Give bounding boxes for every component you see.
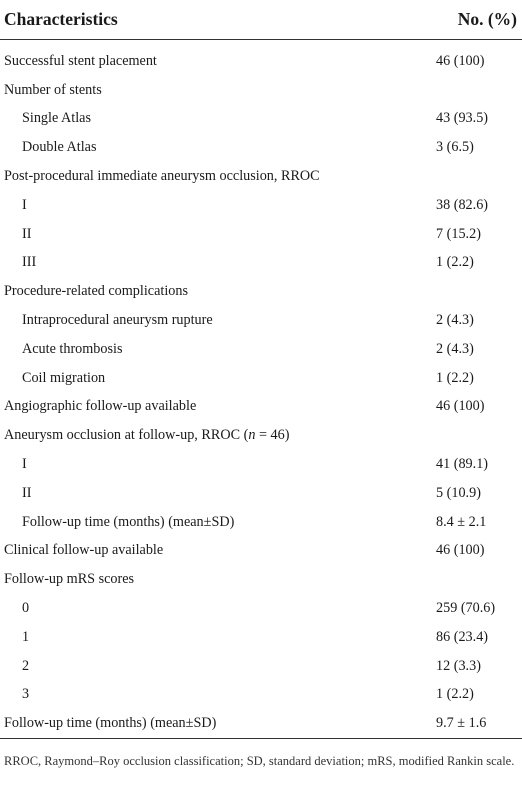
table-row <box>0 191 522 220</box>
row-label: 3 <box>22 686 30 703</box>
table-row <box>0 537 522 566</box>
row-label: Angiographic follow-up available <box>4 398 197 415</box>
table-row <box>0 393 522 422</box>
row-value: 1 (2.2) <box>436 686 474 703</box>
row-value: 41 (89.1) <box>436 456 489 473</box>
header-characteristics: Characteristics <box>4 9 118 29</box>
row-value: 46 (100) <box>436 542 485 559</box>
table-row <box>0 76 522 105</box>
table-body <box>0 40 522 739</box>
row-label: Number of stents <box>4 81 102 98</box>
row-value: 5 (10.9) <box>436 484 481 501</box>
row-value: 1 (2.2) <box>436 254 474 271</box>
row-value: 8.4 ± 2.1 <box>436 513 487 530</box>
row-label: I <box>22 196 27 213</box>
row-label: I <box>22 456 27 473</box>
header-count-percent: No. (%) <box>457 9 517 29</box>
row-value: 1 (2.2) <box>436 369 474 386</box>
table-row <box>0 594 522 623</box>
table-row <box>0 47 522 76</box>
row-value: 46 (100) <box>436 52 485 69</box>
table-row <box>0 681 522 710</box>
row-label: Procedure-related complications <box>4 283 188 300</box>
row-label: Post-procedural immediate aneurysm occlusion, RROC <box>4 168 320 185</box>
table-row <box>0 162 522 191</box>
table-row <box>0 652 522 681</box>
table-row <box>0 249 522 278</box>
row-label: Clinical follow-up available <box>4 542 164 559</box>
row-label: Coil migration <box>22 369 106 386</box>
table-row <box>0 364 522 393</box>
row-label: Acute thrombosis <box>22 340 123 357</box>
table-header <box>0 0 522 40</box>
row-value: 43 (93.5) <box>436 110 489 127</box>
row-value: 259 (70.6) <box>436 600 496 617</box>
table-footnote: RROC, Raymond–Roy occlusion classification; SD, standard deviation; mRS, modified Rankin scale. <box>4 754 515 769</box>
table-row <box>0 623 522 652</box>
row-label: Successful stent placement <box>4 52 157 69</box>
table-row <box>0 421 522 450</box>
row-label: Aneurysm occlusion at follow-up, RROC (n = 46) <box>4 427 290 444</box>
row-label: Follow-up time (months) (mean±SD) <box>22 513 235 530</box>
row-label: Intraprocedural aneurysm rupture <box>22 312 213 329</box>
row-value: 9.7 ± 1.6 <box>436 715 487 732</box>
table-row <box>0 306 522 335</box>
row-label: III <box>22 254 37 271</box>
table-row <box>0 508 522 537</box>
table-row <box>0 133 522 162</box>
row-label: II <box>22 484 32 501</box>
row-value: 86 (23.4) <box>436 628 489 645</box>
table-row <box>0 105 522 134</box>
table-row <box>0 565 522 594</box>
table-row <box>0 450 522 479</box>
row-label: Follow-up time (months) (mean±SD) <box>4 715 217 732</box>
row-value: 46 (100) <box>436 398 485 415</box>
row-label: II <box>22 225 32 242</box>
table-row <box>0 335 522 364</box>
table-row <box>0 709 522 738</box>
table-row <box>0 277 522 306</box>
row-label: 0 <box>22 600 30 617</box>
row-label: 1 <box>22 628 30 645</box>
table-row <box>0 220 522 249</box>
table-row <box>0 479 522 508</box>
row-value: 3 (6.5) <box>436 139 474 156</box>
row-value: 38 (82.6) <box>436 196 489 213</box>
row-label: Single Atlas <box>22 110 91 127</box>
row-label: Follow-up mRS scores <box>4 571 135 588</box>
row-value: 2 (4.3) <box>436 312 474 329</box>
row-value: 12 (3.3) <box>436 657 481 674</box>
row-value: 2 (4.3) <box>436 340 474 357</box>
row-label: 2 <box>22 657 30 674</box>
row-label: Double Atlas <box>22 139 97 156</box>
row-value: 7 (15.2) <box>436 225 481 242</box>
